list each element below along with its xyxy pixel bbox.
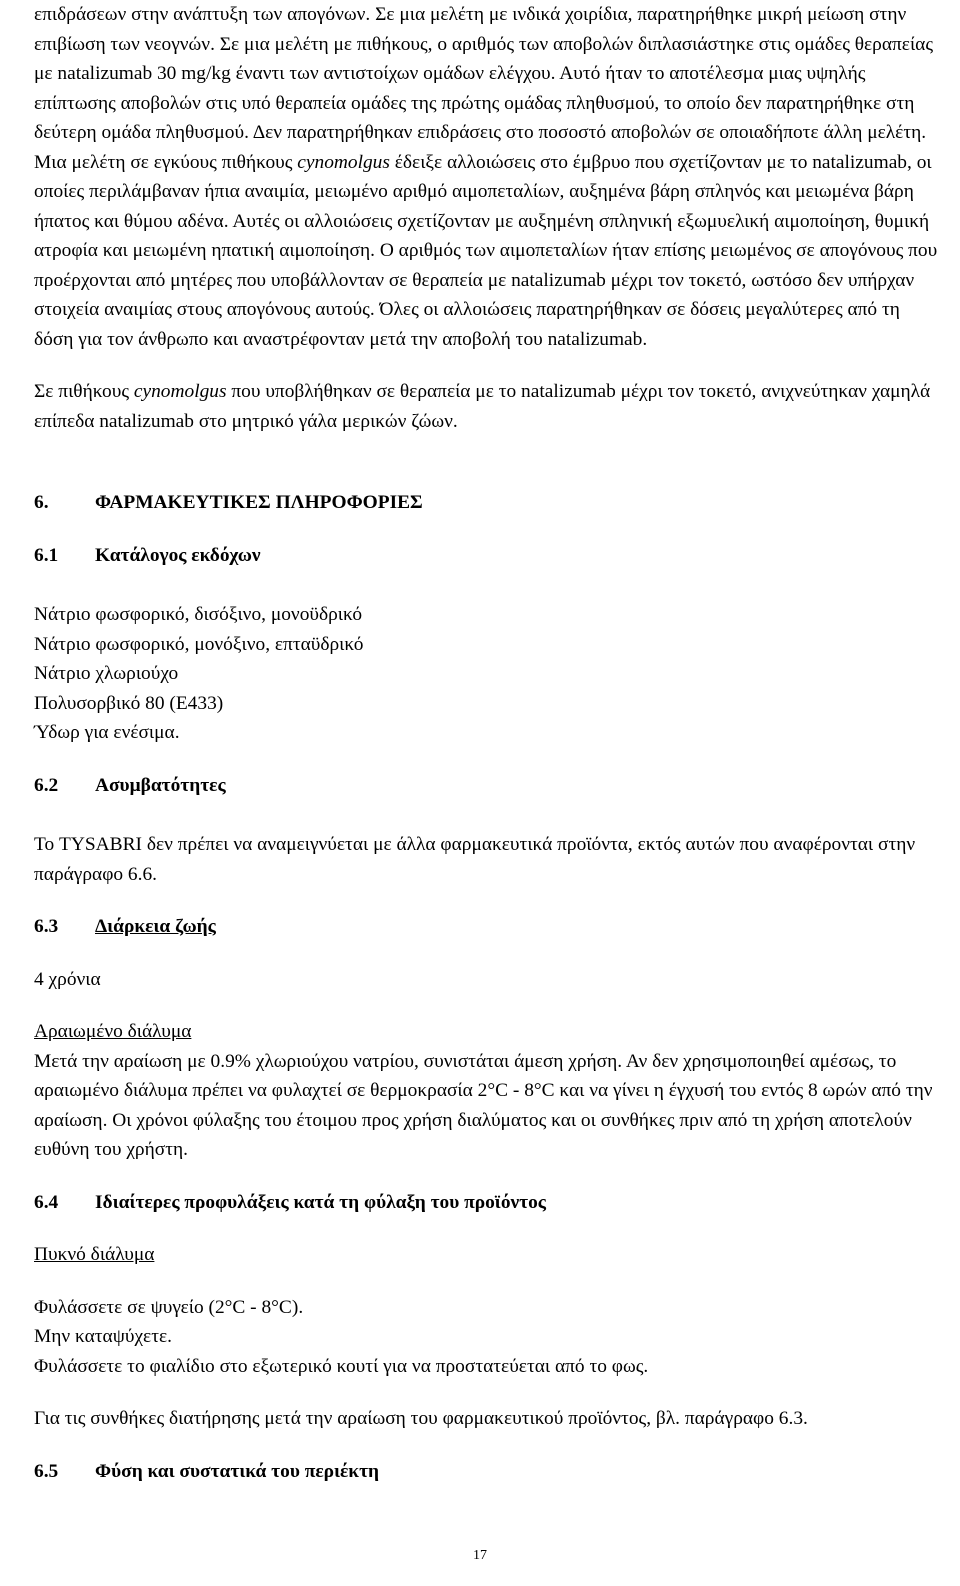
storage-line: Μην καταψύχετε. <box>34 1326 172 1347</box>
storage-line: Φυλάσσετε σε ψυγείο (2°C - 8°C). <box>34 1296 304 1318</box>
incompatibilities-text: Το TYSABRI δεν πρέπει να αναμειγνύεται με άλλα φαρμακευτικά προϊόντα, εκτός αυτών που αναφέρονται στην παράγραφο 6.6. <box>34 834 916 885</box>
section-heading-6-5 <box>34 1457 944 1487</box>
section-number: 6.2 <box>34 774 59 796</box>
excipient-item: Πολυσορβικό 80 (E433) <box>34 692 224 714</box>
section-number: 6.5 <box>34 1460 59 1482</box>
section-title: Ιδιαίτερες προφυλάξεις κατά τη φύλαξη του προϊόντος <box>95 1191 546 1213</box>
diluted-solution-heading: Αραιωμένο διάλυμα <box>34 1021 192 1042</box>
storage-line: Φυλάσσετε το φιαλίδιο στο εξωτερικό κουτί για να προστατεύεται από το φως. <box>34 1355 649 1377</box>
section-heading-6-4 <box>34 1188 944 1218</box>
diluted-solution-text: Μετά την αραίωση με 0.9% χλωριούχου νατρίου, συνιστάται άμεση χρήση. Αν δεν χρησιμοποιηθεί αμέσως, το αραιωμένο διάλυμα πρέπει να φυλαχτεί σε θερμοκρασία 2°C - 8°C και να γίνει η έγχυσή του εντός 8 ωρών από την αραίωση. Οι χρόνοι φύλαξης του έτοιμου προς χρήση διαλύματος και οι συνθήκες πριν από τη χρήση αποτελούν ευθύνη του χρήστη. <box>34 1050 933 1160</box>
storage-reference-text: Για τις συνθήκες διατήρησης μετά την αραίωση του φαρμακευτικού προϊόντος, βλ. παράγραφο 6.3. <box>34 1408 808 1429</box>
excipient-item: Νάτριο φωσφορικό, δισόξινο, μονοϋδρικό <box>34 604 363 625</box>
section-title: Φύση και συστατικά του περιέκτη <box>95 1460 380 1482</box>
page-number: 17 <box>473 1548 487 1563</box>
concentrate-heading: Πυκνό διάλυμα <box>34 1244 155 1265</box>
section-number: 6.1 <box>34 544 59 566</box>
section-heading-6-2 <box>34 771 944 801</box>
section-heading-6-3 <box>34 912 944 942</box>
excipient-item: Ύδωρ για ενέσιμα. <box>34 722 180 743</box>
section-heading-6 <box>34 488 944 518</box>
species-name: cynomolgus <box>133 381 227 402</box>
shelf-life-value: 4 χρόνια <box>34 968 101 990</box>
species-name: cynomolgus <box>297 151 390 173</box>
section-title: Ασυμβατότητες <box>95 774 226 796</box>
document-page <box>34 0 944 1486</box>
body-paragraph: Σε πιθήκους cynomolgus που υποβλήθηκαν σε θεραπεία με το natalizumab μέχρι τον τοκετό, ανιχνεύτηκαν χαμηλά επίπεδα natalizumab στο μητρικό γάλα μερικών ζώων. <box>34 381 931 432</box>
section-number: 6. <box>34 492 49 513</box>
section-title: Διάρκεια ζωής <box>95 916 216 937</box>
section-number: 6.4 <box>34 1191 59 1213</box>
section-number: 6.3 <box>34 916 59 937</box>
section-heading-6-1 <box>34 541 944 571</box>
section-title: Κατάλογος εκδόχων <box>95 544 261 566</box>
excipient-item: Νάτριο χλωριούχο <box>34 663 179 684</box>
section-title: ΦΑΡΜΑΚΕΥΤΙΚΕΣ ΠΛΗΡΟΦΟΡΙΕΣ <box>95 492 423 513</box>
body-paragraph: επιδράσεων στην ανάπτυξη των απογόνων. Σε μια μελέτη με ινδικά χοιρίδια, παρατηρήθηκε μικρή μείωση στην επιβίωση των νεογνών. Σε μια μελέτη με πιθήκους, ο αριθμός των αποβολών διπλασιάστηκε στις ομάδες θεραπείας με natalizumab 30 mg/kg έναντι των αντιστοίχων ομάδων ελέγχου. Αυτό ήταν το αποτέλεσμα μιας υψηλής επίπτωσης αποβολών στις υπό θεραπεία ομάδες της πρώτης ομάδας πληθυσμού, το οποίο δεν παρατηρήθηκε στη δεύτερη ομάδα πληθυσμού. Δεν παρατηρήθηκαν επιδράσεις στο ποσοστό αποβολών σε οποιαδήποτε άλλη μελέτη. Μια μελέτη σε εγκύους πιθήκους cynomolgus έδειξε αλλοιώσεις στο έμβρυο που σχετίζονταν με το natalizumab, οι οποίες περιλάμβαναν ήπια αναιμία, μειωμένο αριθμό αιμοπεταλίων, αυξημένα βάρη σπληνός και μειωμένα βάρη ήπατος και θύμου αδένα. Αυτές οι αλλοιώσεις σχετίζονταν με αυξημένη σπληνική εξωμυελική αιμοποίηση, θυμική ατροφία και μειωμένη ηπατική αιμοποίηση. Ο αριθμός των αιμοπεταλίων ήταν επίσης μειωμένος σε απογόνους που προέρχονται από μητέρες που υποβάλλονταν σε θεραπεία με natalizumab μέχρι τον τοκετό, ωστόσο δεν υπήρχαν στοιχεία αναιμίας στους απογόνους αυτούς. Όλες οι αλλοιώσεις παρατηρήθηκαν σε δόσεις μεγαλύτερες από τη δόση για τον άνθρωπο και αναστρέφονταν μετά την αποβολή του natalizumab. <box>34 4 938 350</box>
excipient-item: Νάτριο φωσφορικό, μονόξινο, επταϋδρικό <box>34 633 364 655</box>
